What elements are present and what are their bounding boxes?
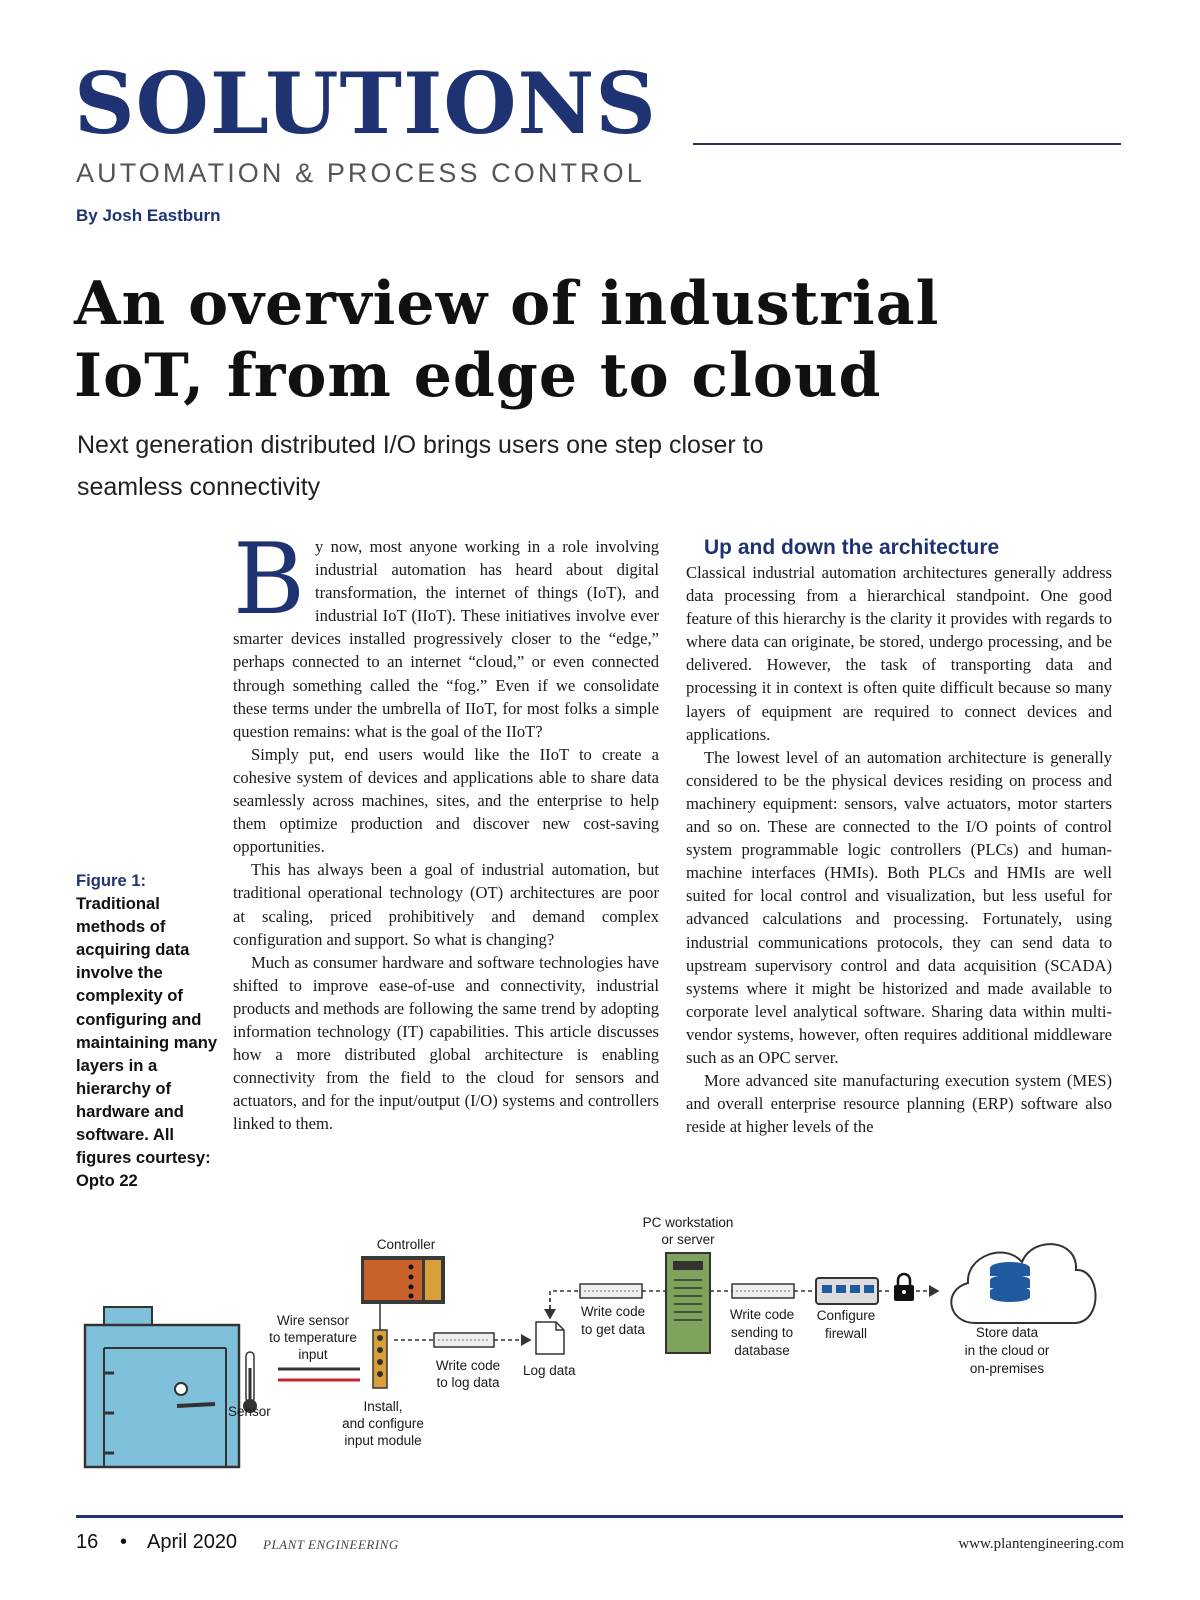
website-url: www.plantengineering.com — [958, 1536, 1124, 1552]
router-icon — [816, 1278, 878, 1304]
label-fw-1: Configure — [816, 1308, 876, 1323]
paragraph: Simply put, end users would like the IIoT to create a cohesive system of devices and applications able to share data seamlessly across machines, sites, and the enterprise to help them optimize production and discover new cost-saving opportunities. — [233, 744, 659, 857]
footer-bullet: • — [120, 1531, 128, 1553]
drop-cap: B — [233, 523, 306, 637]
label-code-db-3: database — [734, 1343, 790, 1358]
label-pc-2: or server — [661, 1232, 715, 1247]
figure-caption — [76, 869, 221, 1192]
section-subtitle: AUTOMATION & PROCESS CONTROL — [76, 158, 645, 188]
paragraph: This has always been a goal of industrial automation, but traditional operational technology (OT) architectures are poor at scaling, priced prohibitively and demand complex configuration and support. So what is changing? — [233, 860, 659, 949]
input-module-icon — [373, 1304, 387, 1388]
sensor-wires — [278, 1369, 360, 1380]
label-code-db-2: sending to — [730, 1325, 794, 1340]
publication-name: PLANT ENGINEERING — [263, 1537, 399, 1552]
label-log-data: Log data — [523, 1363, 576, 1378]
server-tower-icon — [666, 1253, 710, 1353]
section-heading: Up and down the architecture — [704, 536, 1000, 559]
paragraph: Much as consumer hardware and software technologies have shifted to improve ease-of-use and connectivity, industrial products and methods are following the same trend by adopting information technology (IT) capabilities. This article discusses how a more distributed global architecture is enabling connectivity from the field to the cloud for sensors and actuators, and for the input/output (I/O) systems and controllers linked to them. — [233, 952, 659, 1134]
paragraph: y now, most anyone working in a role involving industrial automation has heard about digital transformation, the internet of things (IoT), and industrial IoT (IIoT). These initiatives involve ever smarter devices installed progressively closer to the “edge,” perhaps connected to an internet “cloud,” or even connected through something called the “fog.” Even if we consolidate these terms under the umbrella of IIoT, for most folks a simple question remains: what is the goal of the IIoT? — [233, 537, 659, 741]
controller-icon — [361, 1256, 445, 1304]
section-title: SOLUTIONS — [74, 54, 657, 153]
label-code-get-2: to get data — [581, 1322, 645, 1337]
dek-line-2: seamless connectivity — [77, 473, 321, 501]
label-code-db-1: Write code — [729, 1307, 795, 1322]
label-store-2: in the cloud or — [964, 1343, 1050, 1358]
lock-icon — [894, 1274, 914, 1301]
paragraph: More advanced site manufacturing execution system (MES) and overall enterprise resource planning (ERP) software also reside at higher levels of the — [686, 1071, 1112, 1137]
caption-label: Figure 1: — [76, 871, 147, 890]
label-install-2: and configure — [342, 1416, 424, 1431]
issue-date: April 2020 — [147, 1531, 238, 1553]
label-store-1: Store data — [975, 1325, 1039, 1340]
label-code-get-1: Write code — [580, 1304, 646, 1319]
page-number: 16 — [76, 1531, 99, 1553]
label-wire-3: input — [298, 1347, 328, 1362]
label-install-1: Install, — [363, 1399, 403, 1414]
title-line-1: An overview of industrial — [74, 269, 940, 339]
section-rule — [693, 143, 1121, 145]
label-controller: Controller — [376, 1237, 436, 1252]
caption-text: Traditional methods of acquiring data involve the complexity of configuring and maintaining many layers in a hierarchy of hardware and software. All figures courtesy: Opto 22 — [76, 894, 218, 1191]
architecture-diagram — [70, 1215, 1130, 1478]
label-pc-1: PC workstation — [642, 1215, 734, 1230]
title-line-2: IoT, from edge to cloud — [74, 341, 882, 411]
footer-rule — [76, 1515, 1123, 1518]
label-fw-2: firewall — [824, 1326, 868, 1341]
label-sensor: Sensor — [228, 1404, 271, 1419]
refrigerator-icon — [85, 1307, 239, 1467]
keyboard-icon — [434, 1333, 494, 1347]
article-title — [74, 268, 1154, 412]
body-column-2 — [686, 535, 1112, 1138]
label-install-3: input module — [344, 1433, 422, 1448]
cloud-database-icon — [951, 1244, 1095, 1323]
label-code-log-2: to log data — [436, 1375, 500, 1390]
body-column-1 — [233, 523, 659, 1135]
label-store-3: on-premises — [969, 1361, 1045, 1376]
article-dek — [77, 424, 897, 508]
byline: By Josh Eastburn — [76, 206, 221, 225]
label-wire-2: to temperature — [269, 1330, 357, 1345]
paragraph: Classical industrial automation architectures generally address data processing from a hierarchical standpoint. One good feature of this hierarchy is the clarity it provides with regards to where data can originate, be stored, undergo processing, and be delivered. However, the task of transporting data and processing it in context is often quite difficult because so many layers of equipment are required to connect devices and applications. — [686, 563, 1112, 744]
document-icon — [536, 1322, 564, 1354]
keyboard-icon — [732, 1284, 794, 1298]
paragraph: The lowest level of an automation architecture is generally considered to be the physical devices residing on process and machinery equipment: sensors, valve actuators, motor starters and so on. These are connected to the I/O points of control system programmable logic controllers (PLCs) and human-machine interfaces (HMIs). Both PLCs and HMIs are well suited for local control and visualization, but less useful for advanced calculations and processing. Fortunately, using industrial communications protocols, they can send data to upstream supervisory control and data acquisition (SCADA) systems where it might be historized and made available to corporate level analytical software. Sharing data within multi-vendor systems, however, often requires additional middleware such as an OPC server. — [686, 747, 1112, 1067]
label-wire-1: Wire sensor — [276, 1313, 350, 1328]
label-code-log-1: Write code — [435, 1358, 501, 1373]
keyboard-icon — [580, 1284, 642, 1298]
dek-line-1: Next generation distributed I/O brings users one step closer to — [77, 431, 764, 459]
